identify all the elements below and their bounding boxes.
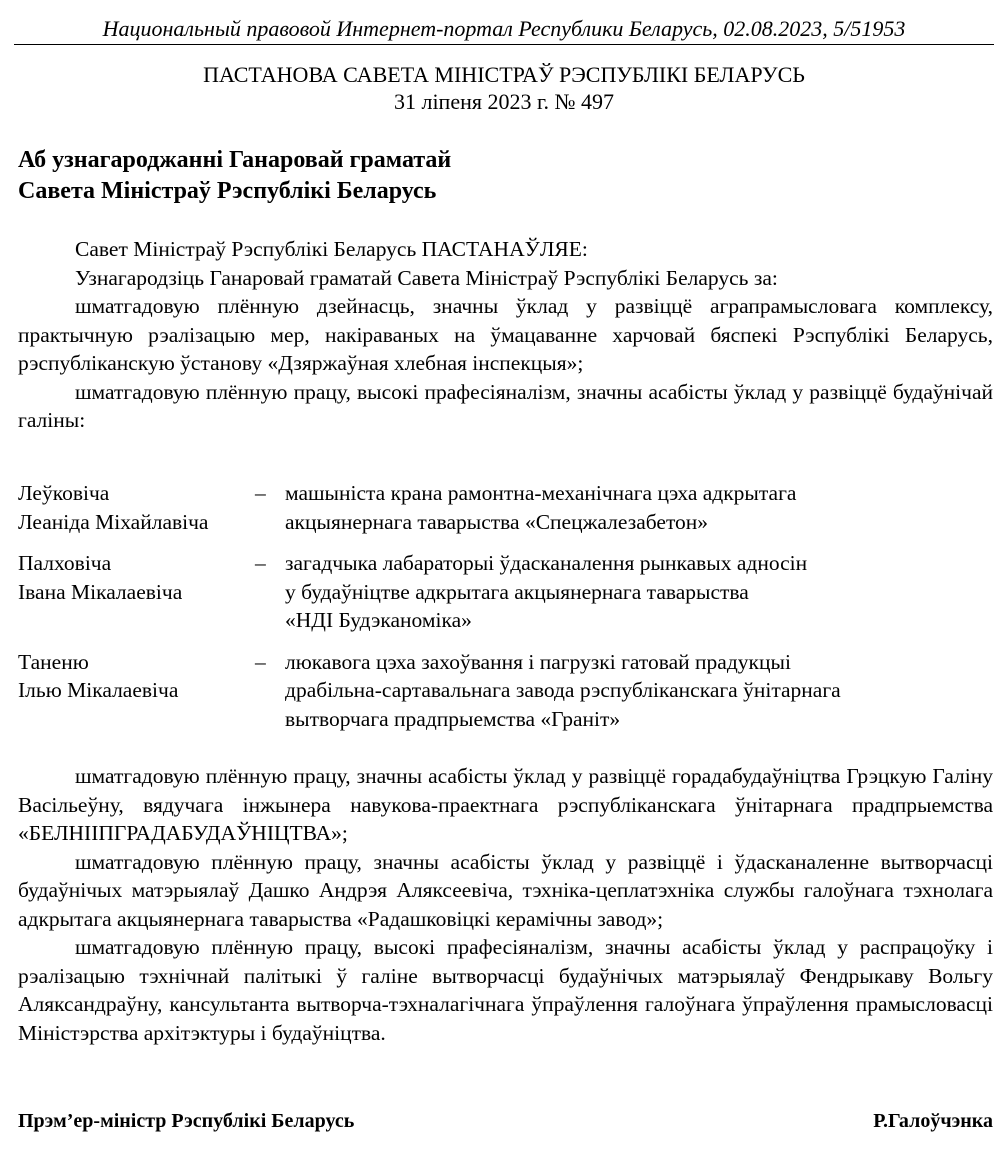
signatory-name: Р.Галоўчэнка — [873, 1110, 993, 1132]
portal-header: Национальный правовой Интернет-портал Республики Беларусь, 02.08.2023, 5/51953 — [14, 16, 994, 45]
document-title — [18, 145, 451, 207]
awardee-position: люкавога цэха захоўвання і пагрузкі гатовай прадукцыі драбільна-сартавальнага завода рэспубліканскага ўнітарнага вытворчага прадпрыемства «Граніт» — [285, 649, 841, 731]
decree-paragraph: шматгадовую плённую працу, высокі прафесіяналізм, значны асабісты ўклад у развіццё будаўнічай галіны: — [18, 379, 993, 432]
document-date-number: 31 ліпеня 2023 г. № 497 — [393, 89, 615, 114]
decree-paragraph: шматгадовую плённую працу, значны асабісты ўклад у развіццё горадабудаўніцтва Грэцкую Галіну Васільеўну, вядучага інжынера навукова-праектнага рэспубліканскага ўнітарнага прадпрыемства «БЕЛНІІПГРАДАБУДАЎНІЦТВА»; — [18, 764, 993, 845]
decree-paragraph: шматгадовую плённую працу, значны асабісты ўклад у развіццё і ўдасканаленне вытворчасці будаўнічых матэрыялаў Дашко Андрэя Аляксеевіча, тэхніка-цеплатэхніка службы галоўнага тэхнолага адкрытага акцыянернага таварыства «Радашковіцкі керамічны завод»; — [18, 849, 993, 931]
decree-paragraph: шматгадовую плённую працу, высокі прафесіяналізм, значны асабісты ўклад у распрацоўку і рэалізацыю тэхнічнай палітыкі ў галіне вытворчасці будаўнічых матэрыялаў Фендрыкаву Вольгу Аляксандраўну, кансультанта вытворча-тэхналагічнага ўпраўлення галоўнага ўпраўлення прамысловасці Міністэрства архітэктуры і будаўніцтва. — [18, 935, 993, 1045]
awardee-name — [18, 549, 255, 635]
decree-paragraph: шматгадовую плённую дзейнасць, значны ўклад у развіццё аграпрамысловага комплексу, практычную рэалізацыю мер, накіраваных на ўмацаванне харчовай бяспекі Рэспублікі Беларусь, рэспубліканскую ўстанову «Дзяржаўная хлебная інспекцыя»; — [18, 294, 993, 375]
title-line-1: Аб узнагароджанні Ганаровай граматай — [18, 147, 452, 173]
decree-paragraph: Узнагародзіць Ганаровай граматай Савета Міністраў Рэспублікі Беларусь за: — [75, 265, 778, 290]
decree-continuation — [18, 762, 993, 1047]
awardee-surname: Леўковіча — [18, 481, 110, 505]
awardee-surname: Таненю — [18, 649, 89, 674]
awardee-given-name: Ілью Мікалаевіча — [18, 678, 179, 702]
dash-separator: – — [255, 551, 266, 575]
document-type: ПАСТАНОВА САВЕТА МІНІСТРАЎ РЭСПУБЛІКІ БЕЛАРУСЬ — [203, 62, 805, 87]
document-heading — [0, 61, 1008, 115]
title-line-2: Савета Міністраў Рэспублікі Беларусь — [18, 178, 437, 204]
awardee-given-name: Леаніда Міхайлавіча — [18, 509, 209, 534]
awardees-list — [18, 479, 993, 746]
awardee-name — [18, 479, 255, 536]
dash-separator: – — [255, 649, 266, 674]
decree-body — [18, 235, 993, 435]
awardee-entry — [18, 549, 993, 635]
signature-block — [18, 1107, 993, 1136]
awardee-entry — [18, 648, 993, 734]
awardee-name — [18, 648, 255, 734]
dash-separator: – — [255, 481, 266, 505]
awardee-position: загадчыка лабараторыі ўдасканалення рынкавых адносін у будаўніцтве адкрытага акцыянернага таварыства «НДІ Будэканоміка» — [285, 551, 808, 632]
awardee-entry — [18, 479, 993, 536]
awardee-surname: Палховіча — [18, 551, 112, 575]
awardee-position: машыніста крана рамонтна-механічнага цэха адкрытага акцыянернага таварыства «Спецжалезабетон» — [285, 481, 797, 534]
signatory-position: Прэм’ер-міністр Рэспублікі Беларусь — [18, 1110, 355, 1132]
decree-paragraph: Савет Міністраў Рэспублікі Беларусь ПАСТАНАЎЛЯЕ: — [75, 237, 588, 261]
awardee-given-name: Івана Мікалаевіча — [18, 579, 183, 604]
